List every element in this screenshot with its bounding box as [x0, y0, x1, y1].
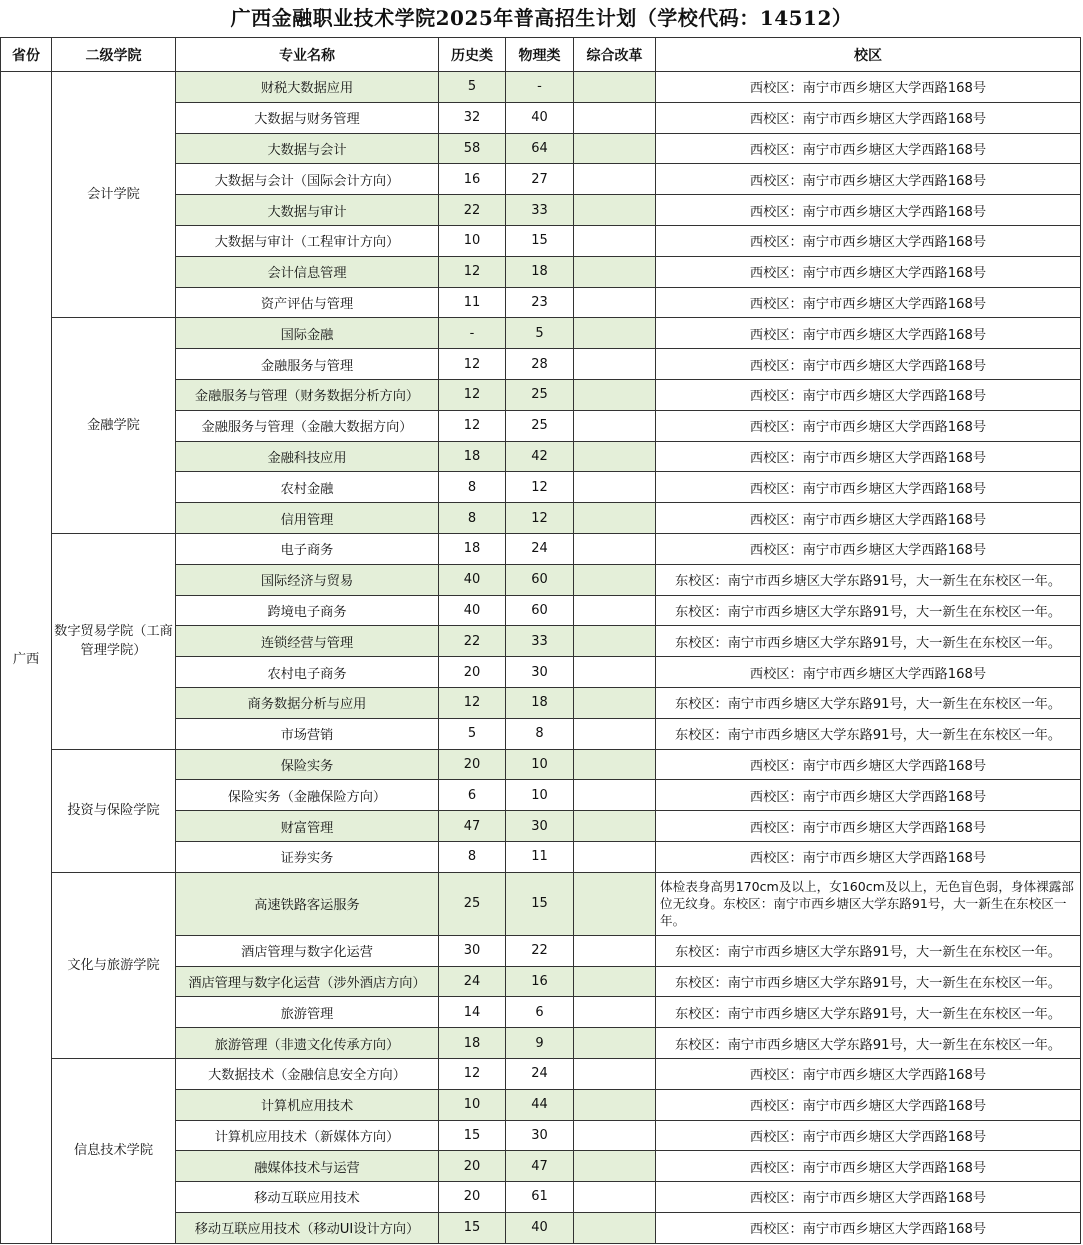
physics-count-cell: 60 — [506, 595, 574, 626]
reform-count-cell — [574, 1120, 656, 1151]
reform-count-cell — [574, 287, 656, 318]
reform-count-cell — [574, 349, 656, 380]
campus-cell: 西校区：南宁市西乡塘区大学西路168号 — [656, 349, 1081, 380]
major-cell: 计算机应用技术（新媒体方向） — [176, 1120, 439, 1151]
physics-count-cell: 30 — [506, 811, 574, 842]
reform-count-cell — [574, 811, 656, 842]
history-count-cell: 40 — [439, 595, 506, 626]
physics-count-cell: 40 — [506, 102, 574, 133]
campus-cell: 西校区：南宁市西乡塘区大学西路168号 — [656, 811, 1081, 842]
campus-cell: 西校区：南宁市西乡塘区大学西路168号 — [656, 1182, 1081, 1213]
major-cell: 国际金融 — [176, 318, 439, 349]
reform-count-cell — [574, 441, 656, 472]
table-body — [1, 72, 1081, 1244]
physics-count-cell: 24 — [506, 533, 574, 564]
reform-count-cell — [574, 1089, 656, 1120]
campus-cell: 东校区：南宁市西乡塘区大学东路91号，大一新生在东校区一年。 — [656, 626, 1081, 657]
campus-cell: 西校区：南宁市西乡塘区大学西路168号 — [656, 133, 1081, 164]
reform-count-cell — [574, 564, 656, 595]
reform-count-cell — [574, 164, 656, 195]
history-count-cell: - — [439, 318, 506, 349]
major-cell: 市场营销 — [176, 718, 439, 749]
campus-cell: 东校区：南宁市西乡塘区大学东路91号，大一新生在东校区一年。 — [656, 595, 1081, 626]
history-count-cell: 8 — [439, 503, 506, 534]
history-count-cell: 12 — [439, 349, 506, 380]
reform-count-cell — [574, 718, 656, 749]
reform-count-cell — [574, 410, 656, 441]
reform-count-cell — [574, 997, 656, 1028]
major-cell: 证券实务 — [176, 841, 439, 872]
campus-cell: 西校区：南宁市西乡塘区大学西路168号 — [656, 841, 1081, 872]
physics-count-cell: 10 — [506, 749, 574, 780]
table-row — [1, 72, 1081, 103]
table-row — [1, 318, 1081, 349]
campus-cell: 西校区：南宁市西乡塘区大学西路168号 — [656, 256, 1081, 287]
major-cell: 农村电子商务 — [176, 657, 439, 688]
major-cell: 大数据与审计 — [176, 195, 439, 226]
header-history: 历史类 — [439, 38, 506, 72]
major-cell: 金融科技应用 — [176, 441, 439, 472]
physics-count-cell: 22 — [506, 935, 574, 966]
history-count-cell: 12 — [439, 256, 506, 287]
reform-count-cell — [574, 595, 656, 626]
campus-cell: 西校区：南宁市西乡塘区大学西路168号 — [656, 1120, 1081, 1151]
history-count-cell: 32 — [439, 102, 506, 133]
physics-count-cell: 47 — [506, 1151, 574, 1182]
campus-cell: 东校区：南宁市西乡塘区大学东路91号，大一新生在东校区一年。 — [656, 564, 1081, 595]
major-cell: 财富管理 — [176, 811, 439, 842]
campus-cell: 西校区：南宁市西乡塘区大学西路168号 — [656, 1058, 1081, 1089]
college-cell: 文化与旅游学院 — [52, 872, 176, 1058]
physics-count-cell: 12 — [506, 472, 574, 503]
physics-count-cell: 12 — [506, 503, 574, 534]
reform-count-cell — [574, 1058, 656, 1089]
reform-count-cell — [574, 966, 656, 997]
major-cell: 大数据与会计（国际会计方向） — [176, 164, 439, 195]
history-count-cell: 47 — [439, 811, 506, 842]
major-cell: 移动互联应用技术（移动UI设计方向） — [176, 1212, 439, 1243]
physics-count-cell: 11 — [506, 841, 574, 872]
history-count-cell: 30 — [439, 935, 506, 966]
physics-count-cell: 23 — [506, 287, 574, 318]
reform-count-cell — [574, 657, 656, 688]
header-physics: 物理类 — [506, 38, 574, 72]
major-cell: 金融服务与管理（财务数据分析方向） — [176, 379, 439, 410]
campus-cell: 西校区：南宁市西乡塘区大学西路168号 — [656, 441, 1081, 472]
reform-count-cell — [574, 780, 656, 811]
reform-count-cell — [574, 256, 656, 287]
college-cell: 投资与保险学院 — [52, 749, 176, 872]
physics-count-cell: 30 — [506, 657, 574, 688]
physics-count-cell: 25 — [506, 379, 574, 410]
reform-count-cell — [574, 318, 656, 349]
table-row — [1, 1058, 1081, 1089]
enrollment-table — [0, 37, 1081, 1244]
history-count-cell: 25 — [439, 872, 506, 935]
history-count-cell: 20 — [439, 1151, 506, 1182]
reform-count-cell — [574, 533, 656, 564]
history-count-cell: 18 — [439, 441, 506, 472]
major-cell: 移动互联应用技术 — [176, 1182, 439, 1213]
physics-count-cell: 44 — [506, 1089, 574, 1120]
physics-count-cell: 40 — [506, 1212, 574, 1243]
college-cell: 会计学院 — [52, 72, 176, 318]
physics-count-cell: 33 — [506, 626, 574, 657]
reform-count-cell — [574, 749, 656, 780]
campus-cell: 体检表身高男170cm及以上，女160cm及以上，无色盲色弱，身体裸露部位无纹身。东校区：南宁市西乡塘区大学东路91号，大一新生在东校区一年。 — [656, 872, 1081, 935]
history-count-cell: 14 — [439, 997, 506, 1028]
history-count-cell: 10 — [439, 225, 506, 256]
major-cell: 信用管理 — [176, 503, 439, 534]
campus-cell: 西校区：南宁市西乡塘区大学西路168号 — [656, 472, 1081, 503]
physics-count-cell: 15 — [506, 872, 574, 935]
campus-cell: 西校区：南宁市西乡塘区大学西路168号 — [656, 749, 1081, 780]
physics-count-cell: 18 — [506, 256, 574, 287]
reform-count-cell — [574, 503, 656, 534]
campus-cell: 西校区：南宁市西乡塘区大学西路168号 — [656, 318, 1081, 349]
campus-cell: 西校区：南宁市西乡塘区大学西路168号 — [656, 1212, 1081, 1243]
table-row — [1, 749, 1081, 780]
history-count-cell: 20 — [439, 657, 506, 688]
major-cell: 金融服务与管理（金融大数据方向） — [176, 410, 439, 441]
history-count-cell: 12 — [439, 379, 506, 410]
major-cell: 跨境电子商务 — [176, 595, 439, 626]
campus-cell: 西校区：南宁市西乡塘区大学西路168号 — [656, 503, 1081, 534]
history-count-cell: 12 — [439, 687, 506, 718]
major-cell: 电子商务 — [176, 533, 439, 564]
major-cell: 农村金融 — [176, 472, 439, 503]
history-count-cell: 22 — [439, 195, 506, 226]
physics-count-cell: 16 — [506, 966, 574, 997]
header-row — [1, 38, 1081, 72]
major-cell: 财税大数据应用 — [176, 72, 439, 103]
history-count-cell: 20 — [439, 749, 506, 780]
campus-cell: 西校区：南宁市西乡塘区大学西路168号 — [656, 410, 1081, 441]
reform-count-cell — [574, 841, 656, 872]
history-count-cell: 20 — [439, 1182, 506, 1213]
major-cell: 酒店管理与数字化运营（涉外酒店方向） — [176, 966, 439, 997]
history-count-cell: 6 — [439, 780, 506, 811]
major-cell: 计算机应用技术 — [176, 1089, 439, 1120]
campus-cell: 西校区：南宁市西乡塘区大学西路168号 — [656, 780, 1081, 811]
reform-count-cell — [574, 1182, 656, 1213]
header-college: 二级学院 — [52, 38, 176, 72]
physics-count-cell: 24 — [506, 1058, 574, 1089]
reform-count-cell — [574, 872, 656, 935]
history-count-cell: 10 — [439, 1089, 506, 1120]
campus-cell: 西校区：南宁市西乡塘区大学西路168号 — [656, 225, 1081, 256]
physics-count-cell: - — [506, 72, 574, 103]
major-cell: 保险实务 — [176, 749, 439, 780]
physics-count-cell: 60 — [506, 564, 574, 595]
physics-count-cell: 64 — [506, 133, 574, 164]
physics-count-cell: 25 — [506, 410, 574, 441]
history-count-cell: 40 — [439, 564, 506, 595]
physics-count-cell: 10 — [506, 780, 574, 811]
history-count-cell: 5 — [439, 72, 506, 103]
header-province: 省份 — [1, 38, 52, 72]
physics-count-cell: 42 — [506, 441, 574, 472]
physics-count-cell: 28 — [506, 349, 574, 380]
page-title: 广西金融职业技术学院2025年普高招生计划（学校代码：14512） — [230, 6, 853, 30]
reform-count-cell — [574, 472, 656, 503]
history-count-cell: 58 — [439, 133, 506, 164]
history-count-cell: 12 — [439, 410, 506, 441]
history-count-cell: 5 — [439, 718, 506, 749]
reform-count-cell — [574, 626, 656, 657]
physics-count-cell: 18 — [506, 687, 574, 718]
major-cell: 会计信息管理 — [176, 256, 439, 287]
campus-cell: 西校区：南宁市西乡塘区大学西路168号 — [656, 379, 1081, 410]
campus-cell: 西校区：南宁市西乡塘区大学西路168号 — [656, 72, 1081, 103]
enrollment-table-container — [0, 37, 1083, 1245]
header-major: 专业名称 — [176, 38, 439, 72]
reform-count-cell — [574, 102, 656, 133]
campus-cell: 东校区：南宁市西乡塘区大学东路91号，大一新生在东校区一年。 — [656, 687, 1081, 718]
physics-count-cell: 9 — [506, 1028, 574, 1059]
history-count-cell: 11 — [439, 287, 506, 318]
campus-cell: 西校区：南宁市西乡塘区大学西路168号 — [656, 1151, 1081, 1182]
physics-count-cell: 61 — [506, 1182, 574, 1213]
campus-cell: 西校区：南宁市西乡塘区大学西路168号 — [656, 164, 1081, 195]
college-cell: 信息技术学院 — [52, 1058, 176, 1243]
major-cell: 大数据与财务管理 — [176, 102, 439, 133]
campus-cell: 西校区：南宁市西乡塘区大学西路168号 — [656, 657, 1081, 688]
campus-cell: 东校区：南宁市西乡塘区大学东路91号，大一新生在东校区一年。 — [656, 966, 1081, 997]
major-cell: 国际经济与贸易 — [176, 564, 439, 595]
physics-count-cell: 33 — [506, 195, 574, 226]
major-cell: 大数据与会计 — [176, 133, 439, 164]
campus-cell: 西校区：南宁市西乡塘区大学西路168号 — [656, 1089, 1081, 1120]
history-count-cell: 15 — [439, 1212, 506, 1243]
campus-cell: 西校区：南宁市西乡塘区大学西路168号 — [656, 533, 1081, 564]
reform-count-cell — [574, 1212, 656, 1243]
campus-cell: 东校区：南宁市西乡塘区大学东路91号，大一新生在东校区一年。 — [656, 718, 1081, 749]
campus-cell: 东校区：南宁市西乡塘区大学东路91号，大一新生在东校区一年。 — [656, 935, 1081, 966]
major-cell: 酒店管理与数字化运营 — [176, 935, 439, 966]
major-cell: 保险实务（金融保险方向） — [176, 780, 439, 811]
reform-count-cell — [574, 225, 656, 256]
table-row — [1, 872, 1081, 935]
campus-cell: 西校区：南宁市西乡塘区大学西路168号 — [656, 102, 1081, 133]
table-row — [1, 533, 1081, 564]
reform-count-cell — [574, 379, 656, 410]
major-cell: 旅游管理 — [176, 997, 439, 1028]
history-count-cell: 18 — [439, 533, 506, 564]
campus-cell: 东校区：南宁市西乡塘区大学东路91号，大一新生在东校区一年。 — [656, 997, 1081, 1028]
major-cell: 资产评估与管理 — [176, 287, 439, 318]
major-cell: 连锁经营与管理 — [176, 626, 439, 657]
campus-cell: 东校区：南宁市西乡塘区大学东路91号，大一新生在东校区一年。 — [656, 1028, 1081, 1059]
major-cell: 大数据技术（金融信息安全方向） — [176, 1058, 439, 1089]
history-count-cell: 15 — [439, 1120, 506, 1151]
college-cell: 数字贸易学院（工商管理学院） — [52, 533, 176, 749]
reform-count-cell — [574, 687, 656, 718]
history-count-cell: 22 — [439, 626, 506, 657]
physics-count-cell: 6 — [506, 997, 574, 1028]
campus-cell: 西校区：南宁市西乡塘区大学西路168号 — [656, 287, 1081, 318]
physics-count-cell: 27 — [506, 164, 574, 195]
history-count-cell: 16 — [439, 164, 506, 195]
major-cell: 金融服务与管理 — [176, 349, 439, 380]
reform-count-cell — [574, 1028, 656, 1059]
major-cell: 商务数据分析与应用 — [176, 687, 439, 718]
physics-count-cell: 8 — [506, 718, 574, 749]
header-campus: 校区 — [656, 38, 1081, 72]
major-cell: 旅游管理（非遗文化传承方向） — [176, 1028, 439, 1059]
history-count-cell: 18 — [439, 1028, 506, 1059]
major-cell: 大数据与审计（工程审计方向） — [176, 225, 439, 256]
reform-count-cell — [574, 935, 656, 966]
major-cell: 融媒体技术与运营 — [176, 1151, 439, 1182]
physics-count-cell: 5 — [506, 318, 574, 349]
history-count-cell: 24 — [439, 966, 506, 997]
major-cell: 高速铁路客运服务 — [176, 872, 439, 935]
province-cell: 广西 — [1, 72, 52, 1244]
reform-count-cell — [574, 133, 656, 164]
reform-count-cell — [574, 195, 656, 226]
history-count-cell: 8 — [439, 472, 506, 503]
campus-cell: 西校区：南宁市西乡塘区大学西路168号 — [656, 195, 1081, 226]
reform-count-cell — [574, 72, 656, 103]
college-cell: 金融学院 — [52, 318, 176, 534]
header-reform: 综合改革 — [574, 38, 656, 72]
physics-count-cell: 15 — [506, 225, 574, 256]
history-count-cell: 12 — [439, 1058, 506, 1089]
history-count-cell: 8 — [439, 841, 506, 872]
reform-count-cell — [574, 1151, 656, 1182]
physics-count-cell: 30 — [506, 1120, 574, 1151]
